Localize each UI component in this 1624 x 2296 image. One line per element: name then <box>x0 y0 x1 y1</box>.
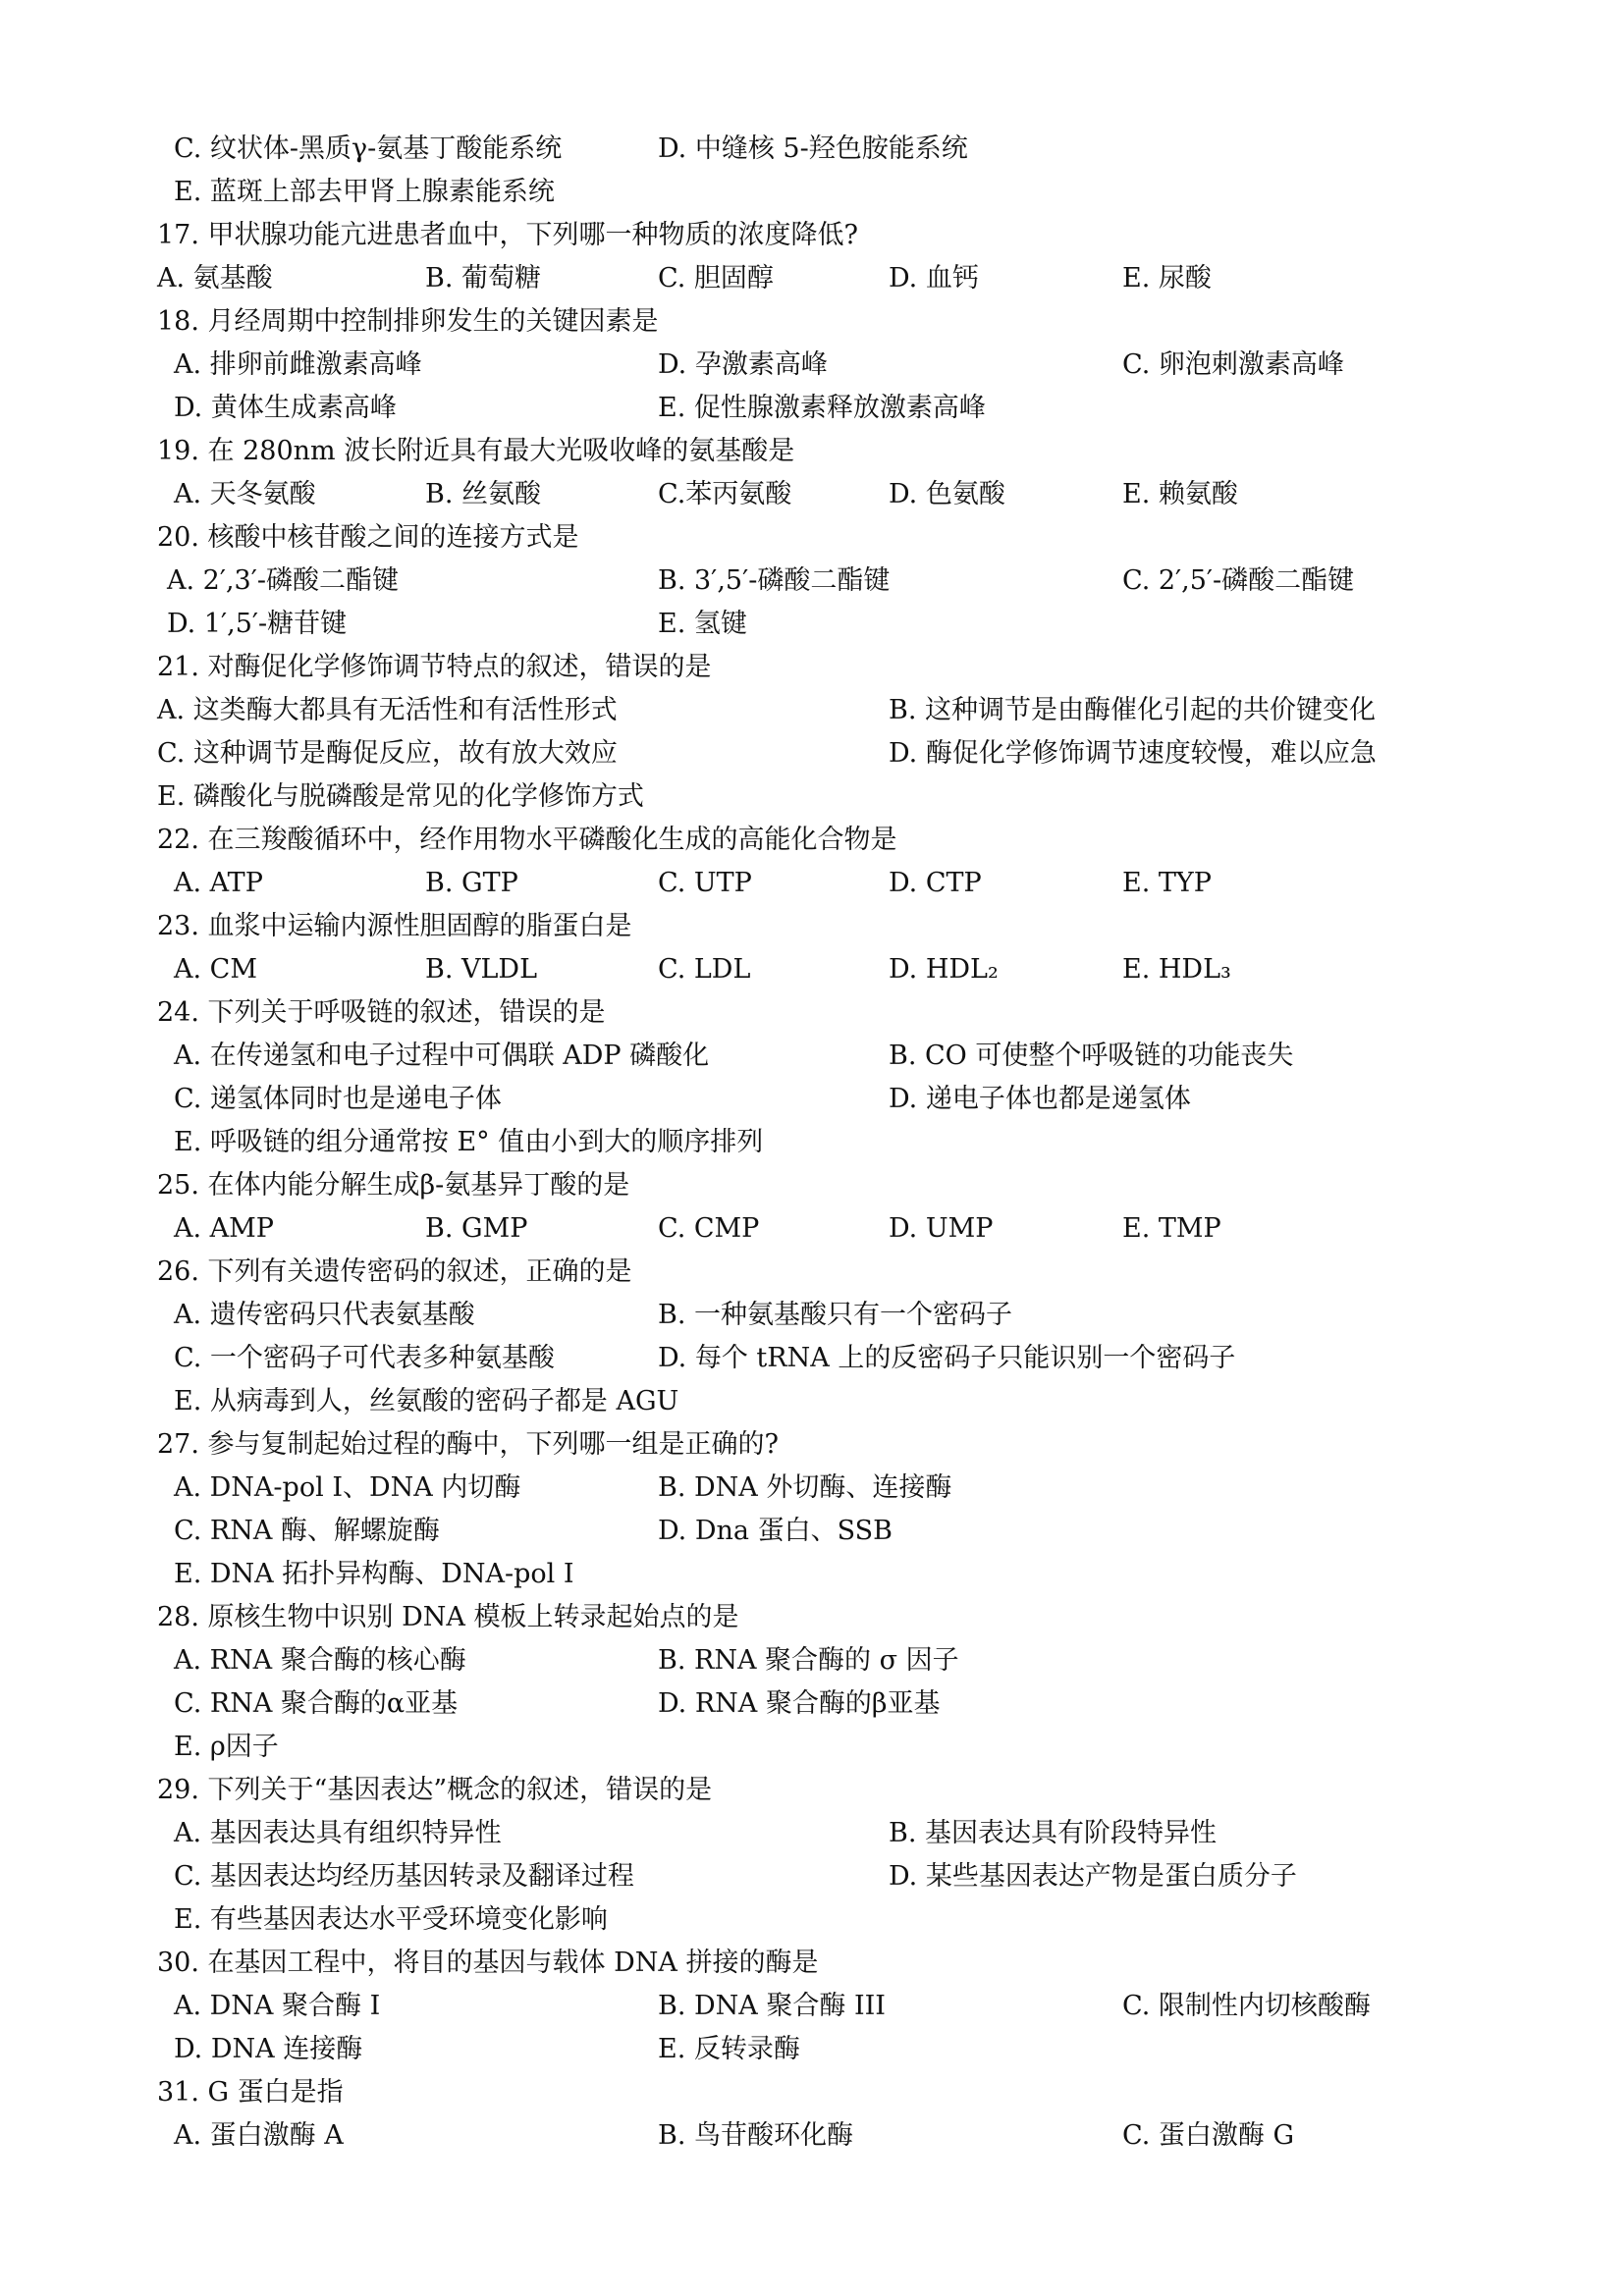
answer-option: C. RNA 酶、解螺旋酶 <box>174 1516 440 1546</box>
answer-option: C. 基因表达均经历基因转录及翻译过程 <box>174 1861 634 1892</box>
answer-options-row <box>0 1380 1624 1423</box>
answer-option: A. ATP <box>174 868 263 898</box>
question-stem <box>0 646 1624 689</box>
answer-option: B. DNA 聚合酶 III <box>658 1991 886 2021</box>
answer-option: E. DNA 拓扑异构酶、DNA-pol I <box>174 1559 574 1589</box>
answer-option: A. DNA 聚合酶 I <box>174 1991 381 2021</box>
answer-option: D. CTP <box>889 868 982 898</box>
answer-option: C. 一个密码子可代表多种氨基酸 <box>174 1343 555 1373</box>
answer-options-row <box>0 948 1624 991</box>
question-text: 20. 核酸中核苷酸之间的连接方式是 <box>157 522 579 553</box>
answer-options-row <box>0 1035 1624 1078</box>
answer-option: E. 反转录酶 <box>658 2034 800 2064</box>
answer-option: A. 天冬氨酸 <box>174 479 316 509</box>
answer-option: D. 每个 tRNA 上的反密码子只能识别一个密码子 <box>658 1343 1236 1373</box>
answer-option: E. 磷酸化与脱磷酸是常见的化学修饰方式 <box>157 781 644 812</box>
answer-options-row <box>0 128 1624 171</box>
answer-option: D. 血钙 <box>889 263 979 294</box>
answer-option: C. 蛋白激酶 G <box>1122 2120 1295 2151</box>
answer-option: E. 赖氨酸 <box>1122 479 1238 509</box>
answer-options-row <box>0 1855 1624 1898</box>
question-text: 29. 下列关于“基因表达”概念的叙述，错误的是 <box>157 1775 713 1805</box>
question-text: 31. G 蛋白是指 <box>157 2077 344 2108</box>
question-stem <box>0 516 1624 560</box>
answer-option: E. 蓝斑上部去甲肾上腺素能系统 <box>174 177 555 207</box>
answer-options-row <box>0 1121 1624 1164</box>
answer-option: A. 2′,3′-磷酸二酯键 <box>167 565 399 596</box>
answer-option: B. CO 可使整个呼吸链的功能丧失 <box>889 1041 1294 1071</box>
answer-option: C. UTP <box>658 868 752 898</box>
answer-option: B. GTP <box>425 868 518 898</box>
question-text: 19. 在 280nm 波长附近具有最大光吸收峰的氨基酸是 <box>157 436 795 466</box>
answer-option: C. 纹状体-黑质γ-氨基丁酸能系统 <box>174 133 563 164</box>
question-text: 26. 下列有关遗传密码的叙述，正确的是 <box>157 1256 632 1287</box>
answer-option: C. CMP <box>658 1213 760 1244</box>
answer-option: C. 卵泡刺激素高峰 <box>1122 349 1344 380</box>
question-stem <box>0 1769 1624 1812</box>
answer-option: D. 酶促化学修饰调节速度较慢，难以应急 <box>889 738 1377 769</box>
answer-options-row <box>0 2028 1624 2071</box>
answer-options-row <box>0 689 1624 732</box>
answer-option: A. 氨基酸 <box>157 263 273 294</box>
answer-options-row <box>0 1639 1624 1682</box>
question-text: 23. 血浆中运输内源性胆固醇的脂蛋白是 <box>157 911 632 941</box>
answer-options-row <box>0 1726 1624 1769</box>
question-stem <box>0 991 1624 1035</box>
question-stem <box>0 1596 1624 1639</box>
answer-option: D. 某些基因表达产物是蛋白质分子 <box>889 1861 1297 1892</box>
answer-option: B. 鸟苷酸环化酶 <box>658 2120 854 2151</box>
answer-option: A. 在传递氢和电子过程中可偶联 ADP 磷酸化 <box>174 1041 710 1071</box>
answer-option: B. 葡萄糖 <box>425 263 542 294</box>
answer-options-row <box>0 1985 1624 2028</box>
answer-options-row <box>0 473 1624 516</box>
answer-options-row <box>0 603 1624 646</box>
answer-options-row <box>0 1898 1624 1942</box>
question-stem <box>0 819 1624 862</box>
answer-option: D. 中缝核 5-羟色胺能系统 <box>658 133 968 164</box>
answer-option: B. GMP <box>425 1213 528 1244</box>
answer-option: A. 遗传密码只代表氨基酸 <box>174 1300 475 1330</box>
answer-option: A. 基因表达具有组织特异性 <box>174 1818 502 1848</box>
answer-option: E. TMP <box>1122 1213 1221 1244</box>
answer-options-row <box>0 171 1624 214</box>
question-text: 28. 原核生物中识别 DNA 模板上转录起始点的是 <box>157 1602 739 1632</box>
answer-option: E. 氢键 <box>658 609 747 639</box>
answer-option: B. 3′,5′-磷酸二酯键 <box>658 565 891 596</box>
answer-option: D. DNA 连接酶 <box>174 2034 363 2064</box>
answer-option: B. DNA 外切酶、连接酶 <box>658 1472 952 1503</box>
question-stem <box>0 1423 1624 1467</box>
answer-options-row <box>0 1812 1624 1855</box>
answer-options-row <box>0 1294 1624 1337</box>
answer-option: A. 蛋白激酶 A <box>174 2120 344 2151</box>
answer-option: A. 这类酶大都具有无活性和有活性形式 <box>157 695 618 725</box>
question-stem <box>0 1251 1624 1294</box>
answer-option: B. VLDL <box>425 954 538 985</box>
question-stem <box>0 2071 1624 2114</box>
question-stem <box>0 214 1624 257</box>
answer-option: D. 1′,5′-糖苷键 <box>167 609 348 639</box>
answer-options-row <box>0 2114 1624 2158</box>
answer-option: C. 这种调节是酶促反应，故有放大效应 <box>157 738 618 769</box>
answer-option: A. CM <box>174 954 257 985</box>
question-stem <box>0 300 1624 344</box>
answer-options-row <box>0 1207 1624 1251</box>
question-stem <box>0 430 1624 473</box>
answer-option: E. 有些基因表达水平受环境变化影响 <box>174 1904 608 1935</box>
question-text: 25. 在体内能分解生成β-氨基异丁酸的是 <box>157 1170 630 1201</box>
answer-option: A. 排卵前雌激素高峰 <box>174 349 422 380</box>
answer-option: E. TYP <box>1122 868 1212 898</box>
answer-option: D. 递电子体也都是递氢体 <box>889 1084 1191 1114</box>
answer-option: B. 一种氨基酸只有一个密码子 <box>658 1300 1013 1330</box>
answer-option: B. 丝氨酸 <box>425 479 542 509</box>
answer-option: D. RNA 聚合酶的β亚基 <box>658 1688 941 1719</box>
question-text: 21. 对酶促化学修饰调节特点的叙述，错误的是 <box>157 652 712 682</box>
answer-options-row <box>0 1467 1624 1510</box>
answer-option: E. 尿酸 <box>1122 263 1212 294</box>
answer-options-row <box>0 862 1624 905</box>
answer-option: D. 黄体生成素高峰 <box>174 393 397 423</box>
answer-options-row <box>0 1682 1624 1726</box>
answer-option: A. DNA-pol I、DNA 内切酶 <box>174 1472 521 1503</box>
answer-option: B. RNA 聚合酶的 σ 因子 <box>658 1645 959 1676</box>
answer-option: C. 2′,5′-磷酸二酯键 <box>1122 565 1355 596</box>
answer-option: C. RNA 聚合酶的α亚基 <box>174 1688 459 1719</box>
answer-options-row <box>0 1337 1624 1380</box>
answer-option: C. LDL <box>658 954 751 985</box>
answer-options-row <box>0 1510 1624 1553</box>
question-stem <box>0 1942 1624 1985</box>
question-stem <box>0 905 1624 948</box>
answer-option: B. 基因表达具有阶段特异性 <box>889 1818 1218 1848</box>
answer-option: E. 促性腺激素释放激素高峰 <box>658 393 986 423</box>
answer-options-row <box>0 387 1624 430</box>
question-stem <box>0 1164 1624 1207</box>
answer-options-row <box>0 1078 1624 1121</box>
answer-option: C.苯丙氨酸 <box>658 479 792 509</box>
answer-option: D. 孕激素高峰 <box>658 349 828 380</box>
answer-option: E. HDL₃ <box>1122 954 1231 985</box>
answer-option: A. RNA 聚合酶的核心酶 <box>174 1645 466 1676</box>
answer-option: C. 限制性内切核酸酶 <box>1122 1991 1371 2021</box>
answer-option: A. AMP <box>174 1213 274 1244</box>
answer-options-row <box>0 732 1624 775</box>
answer-option: E. 呼吸链的组分通常按 E° 值由小到大的顺序排列 <box>174 1127 764 1157</box>
answer-option: E. ρ因子 <box>174 1732 279 1762</box>
question-text: 24. 下列关于呼吸链的叙述，错误的是 <box>157 997 606 1028</box>
answer-option: C. 胆固醇 <box>658 263 774 294</box>
answer-option: D. 色氨酸 <box>889 479 1005 509</box>
answer-option: E. 从病毒到人，丝氨酸的密码子都是 AGU <box>174 1386 679 1416</box>
question-text: 17. 甲状腺功能亢进患者血中，下列哪一种物质的浓度降低? <box>157 220 858 250</box>
answer-options-row <box>0 1553 1624 1596</box>
answer-option: D. Dna 蛋白、SSB <box>658 1516 893 1546</box>
question-text: 18. 月经周期中控制排卵发生的关键因素是 <box>157 306 659 337</box>
answer-options-row <box>0 560 1624 603</box>
question-text: 27. 参与复制起始过程的酶中，下列哪一组是正确的? <box>157 1429 779 1460</box>
answer-options-row <box>0 257 1624 300</box>
answer-options-row <box>0 344 1624 387</box>
answer-options-row <box>0 775 1624 819</box>
answer-option: C. 递氢体同时也是递电子体 <box>174 1084 502 1114</box>
question-text: 22. 在三羧酸循环中，经作用物水平磷酸化生成的高能化合物是 <box>157 825 897 855</box>
answer-option: D. HDL₂ <box>889 954 999 985</box>
answer-option: B. 这种调节是由酶催化引起的共价键变化 <box>889 695 1377 725</box>
question-text: 30. 在基因工程中，将目的基因与载体 DNA 拼接的酶是 <box>157 1948 819 1978</box>
answer-option: D. UMP <box>889 1213 994 1244</box>
